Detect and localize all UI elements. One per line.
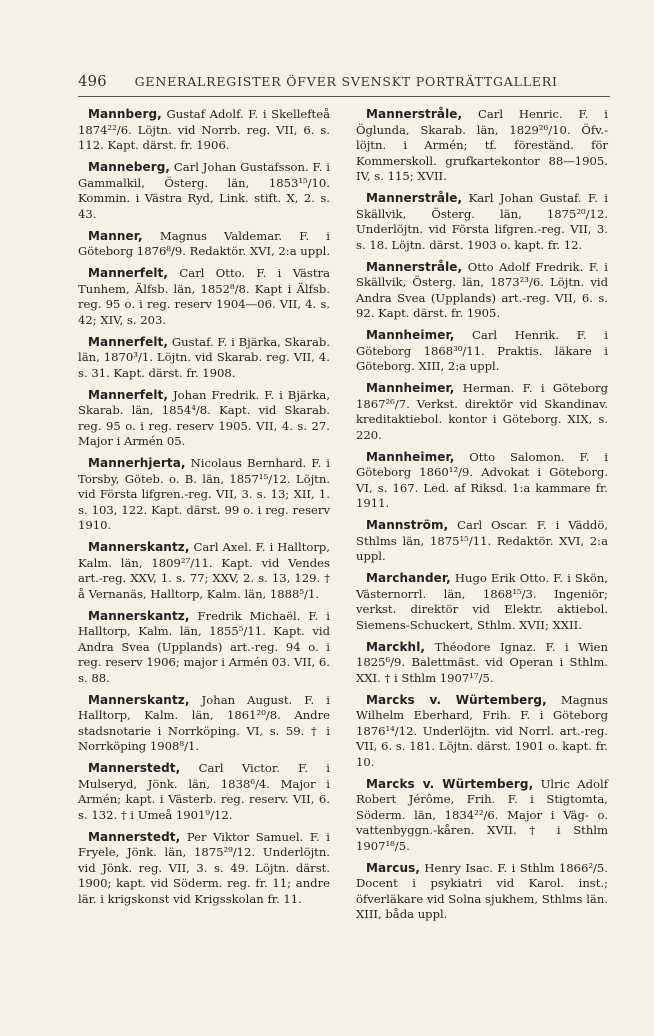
entry-surname: Mannerskantz, (88, 608, 190, 623)
entry-surname: Manneberg, (88, 160, 171, 174)
register-entry (356, 260, 608, 322)
entry-text: Carl Axel. F. i Halltorp, Kalm. län, 1809²⁷/11. Kapt. vid Vendes art.-reg. XXV, 1. s. 77; XXV, 2. s. 13, 129. † å Vernanäs, Halltorp, Kalm. län, 1888⁵/1. (78, 540, 330, 601)
entry-text: Fredrik Michaël. F. i Halltorp, Kalm. län, 1855⁵/11. Kapt. vid Andra Svea (Upplands) art.-reg. 94 o. i reg. reserv 1906; major i Armén 03. VII, 6. s. 88. (78, 608, 330, 685)
register-entry (356, 381, 608, 443)
entry-text: Magnus Valdemar. F. i Göteborg 1876⁸/9. Redaktör. XVI, 2:a uppl. (78, 228, 331, 258)
entry-text: Otto Salomon. F. i Göteborg 1860¹²/9. Advokat i Göteborg. VI, s. 167. Led. af Riksd. 1:a kammare fr. 1911. (356, 449, 608, 510)
entry-text: Hugo Erik Otto. F. i Skön, Västernorrl. län, 1868¹⁵/3. Ingeniör; verkst. direktör vid Elektr. aktiebol. Siemens-Schuckert, Sthlm. XVII; XXII. (356, 571, 608, 632)
register-entry (356, 777, 608, 855)
register-entry (78, 335, 330, 382)
entry-text: Nicolaus Bernhard. F. i Torsby, Göteb. o. B. län, 1857¹⁵/12. Löjtn. vid Första lifgren.-reg. VII, 3. s. 13; XII, 1. s. 103, 122. Kapt. därst. 99 o. i reg. reserv 1910. (78, 456, 330, 532)
entry-surname: Mannheimer, (366, 328, 455, 342)
entry-surname: Marchander, (366, 571, 451, 585)
entry-surname: Mannberg, (88, 107, 162, 121)
register-entry (356, 861, 608, 923)
register-entry (78, 456, 330, 534)
register-columns (78, 107, 610, 929)
left-column (78, 107, 330, 929)
entry-surname: Mannheimer, (366, 449, 455, 464)
entry-surname: Marcks v. Würtemberg, (366, 692, 547, 707)
entry-surname: Mannerstedt, (88, 761, 181, 775)
entry-text: Per Viktor Samuel. F. i Fryele, Jönk. län, 1875²⁹/12. Underlöjtn. vid Jönk. reg. VII, 3. s. 49. Löjtn. därst. 1900; kapt. vid Söderm. reg. fr. 11; andre lär. i krigskonst vid Krigsskolan fr. 11. (78, 829, 330, 906)
right-column (356, 107, 608, 929)
register-entry (356, 518, 608, 565)
entry-surname: Mannerskantz, (88, 540, 190, 554)
register-entry (356, 328, 608, 375)
entry-surname: Mannerskantz, (88, 692, 190, 707)
entry-text: Théodore Ignaz. F. i Wien 1825⁶/9. Balettmäst. vid Operan i Sthlm. XXI. † i Sthlm 1907¹⁷/5. (356, 639, 609, 685)
entry-surname: Marcus, (366, 860, 421, 875)
entry-surname: Mannerstråle, (366, 107, 463, 121)
register-entry (78, 761, 330, 823)
register-entry (78, 388, 330, 450)
entry-text: Carl Henric. F. i Öglunda, Skarab. län, 1829²⁶/10. Öfv.-löjtn. i Armén; tf. föreständ. för Kommerskoll. grufkartekontor 88—1905. IV, s. 115; XVII. (356, 107, 609, 183)
entry-text: Magnus Wilhelm Eberhard, Frih. F. i Göteborg 1876¹⁴/12. Underlöjtn. vid Norrl. art.-reg. VII, 6. s. 181. Löjtn. därst. 1901 o. kapt. fr. 10. (356, 692, 608, 769)
register-entry (78, 107, 330, 154)
entry-surname: Marckhl, (366, 639, 426, 654)
register-entry (356, 191, 608, 253)
register-entry (356, 640, 608, 687)
register-entry (78, 160, 330, 222)
running-header (78, 72, 610, 96)
register-entry (356, 571, 608, 633)
entry-text: Carl Johan Gustafsson. F. i Gammalkil, Österg. län, 1853¹⁵/10. Kommin. i Västra Ryd, Link. stift. X, 2. s. 43. (78, 160, 331, 221)
entry-surname: Mannerfelt, (88, 334, 169, 349)
entry-text: Carl Otto. F. i Västra Tunhem, Älfsb. län, 1852⁸/8. Kapt i Älfsb. reg. 95 o. i reg. reserv 1904—06. VII, 4. s. 42; XIV, s. 203. (78, 266, 330, 327)
entry-text: Gustaf Adolf. F. i Skellefteå 1874²²/6. Löjtn. vid Norrb. reg. VII, 6. s. 112. Kapt. därst. fr. 1906. (78, 107, 330, 152)
register-entry (356, 450, 608, 512)
entry-surname: Mannerhjerta, (88, 456, 186, 470)
register-entry (78, 229, 330, 260)
page-number: 496 (78, 72, 107, 90)
entry-surname: Mannheimer, (366, 381, 455, 395)
entry-text: Otto Adolf Fredrik. F. i Skällvik, Österg. län, 1873²³/6. Löjtn. vid Andra Svea (Upplands) art.-reg. VII, 6. s. 92. Kapt. därst. fr. 1905. (356, 259, 609, 320)
register-entry (78, 830, 330, 908)
register-entry (356, 693, 608, 771)
entry-surname: Manner, (88, 228, 143, 243)
entry-text: Johan Fredrik. F. i Bjärka, Skarab. län, 1854⁴/8. Kapt. vid Skarab. reg. 95 o. i reg. reserv 1905. VII, 4. s. 27. Major i Armén 05. (78, 387, 330, 448)
page-title: GENERALREGISTER ÖFVER SVENSKT PORTRÄTTGALLERI (134, 74, 558, 89)
entry-surname: Mannerstråle, (366, 191, 463, 205)
register-entry (78, 266, 330, 328)
entry-surname: Marcks v. Würtemberg, (366, 776, 534, 791)
register-entry (78, 693, 330, 755)
entry-text: Gustaf. F. i Bjärka, Skarab. län, 1870³/1. Löjtn. vid Skarab. reg. VII, 4. s. 31. Kapt. därst. fr. 1908. (78, 334, 330, 380)
entry-surname: Mannerstråle, (366, 259, 463, 274)
register-entry (78, 540, 330, 602)
register-entry (356, 107, 608, 185)
entry-text: Carl Victor. F. i Mulseryd, Jönk. län, 1838⁶/4. Major i Armén; kapt. i Västerb. reg. reserv. VII, 6. s. 132. † i Umeå 1901⁹/12. (78, 761, 331, 822)
entry-text: Herman. F. i Göteborg 1867²⁶/7. Verkst. direktör vid Skandinav. kreditaktiebol. kontor i Göteborg. XIX, s. 220. (356, 381, 609, 442)
header-rule (78, 96, 610, 97)
entry-text: Ulric Adolf Robert Jérôme, Frih. F. i Stigtomta, Söderm. län, 1834²²/6. Major i Väg- o. vattenbyggn.-kåren. XVII. † i Sthlm 1907¹⁸/5. (356, 776, 608, 853)
entry-text: Johan August. F. i Halltorp, Kalm. län, 1861²⁰/8. Andre stadsnotarie i Norrköping. VI, s. 59. † i Norrköping 1908⁸/1. (78, 692, 331, 753)
register-entry (78, 609, 330, 687)
entry-text: Henry Isac. F. i Sthlm 1866²/5. Docent i psykiatri vid Karol. inst.; öfverläkare vid Solna sjukhem, Sthlms län. XIII, båda uppl. (356, 860, 608, 921)
entry-surname: Mannerfelt, (88, 266, 169, 280)
entry-surname: Mannström, (366, 518, 449, 532)
entry-text: Carl Henrik. F. i Göteborg 1868³⁰/11. Praktis. läkare i Göteborg. XIII, 2:a uppl. (356, 328, 608, 373)
entry-text: Karl Johan Gustaf. F. i Skällvik, Österg. län, 1875²⁰/12. Underlöjtn. vid Första lifgren.-reg. VII, 3. s. 18. Löjtn. därst. 1903 o. kapt. fr. 12. (356, 191, 609, 252)
entry-surname: Mannerfelt, (88, 387, 169, 402)
entry-text: Carl Oscar. F. i Väddö, Sthlms län, 1875¹⁵/11. Redaktör. XVI, 2:a uppl. (356, 518, 609, 563)
entry-surname: Mannerstedt, (88, 829, 181, 844)
